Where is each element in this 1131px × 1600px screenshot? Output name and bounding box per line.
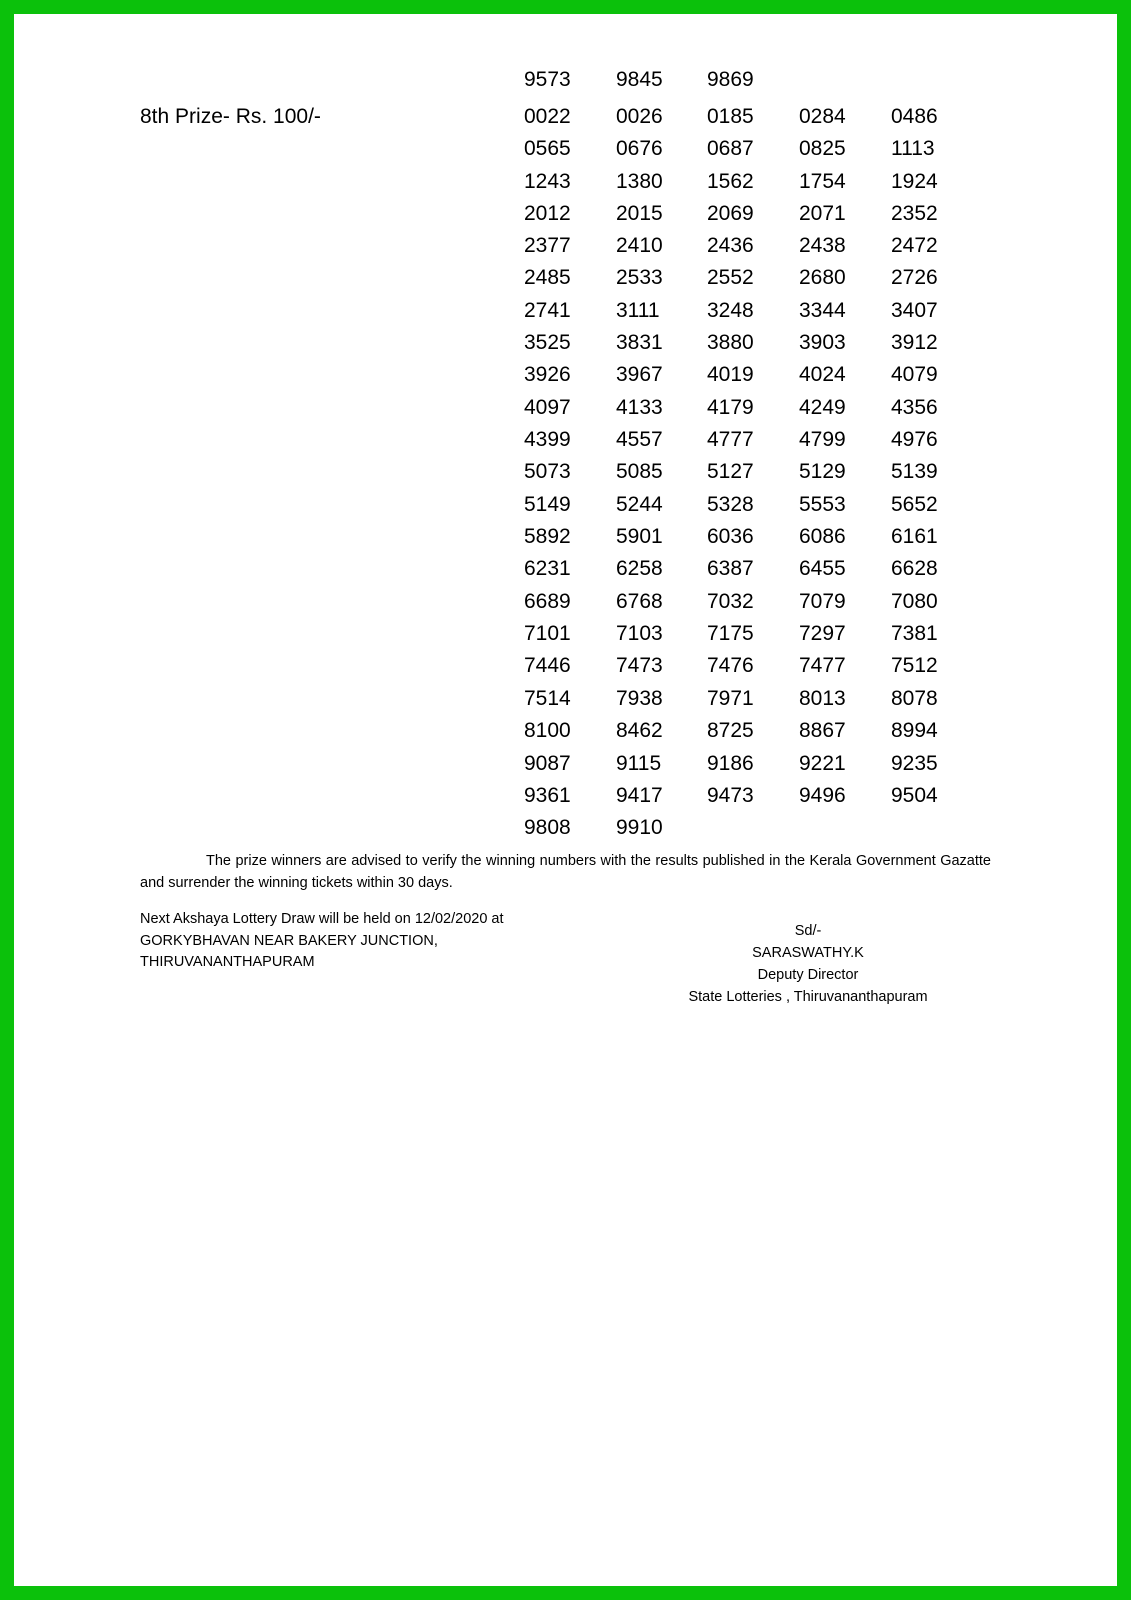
ticket-number: 9910 [616,816,663,839]
ticket-row [0,359,1131,391]
ticket-number: 7297 [799,622,846,645]
ticket-number: 0185 [707,105,754,128]
ticket-number: 2069 [707,202,754,225]
prize-title: 8th Prize- Rs. 100/- [140,105,321,128]
ticket-number: 3248 [707,299,754,322]
ticket-number: 5892 [524,525,571,548]
ticket-number: 5085 [616,460,663,483]
ticket-number: 2410 [616,234,663,257]
ticket-number: 8100 [524,719,571,742]
ticket-number: 4179 [707,396,754,419]
ticket-number: 2352 [891,202,938,225]
ticket-number: 8078 [891,687,938,710]
ticket-number: 3912 [891,331,938,354]
ticket-number: 5328 [707,493,754,516]
ticket-number: 4133 [616,396,663,419]
ticket-number: 4356 [891,396,938,419]
signature-sd: Sd/- [794,923,822,939]
ticket-number: 6387 [707,557,754,580]
ticket-number: 1243 [524,170,571,193]
ticket-row [0,230,1131,262]
ticket-number: 5901 [616,525,663,548]
ticket-number: 0486 [891,105,938,128]
ticket-number: 2552 [707,266,754,289]
ticket-number: 9221 [799,752,846,775]
ticket-number: 3344 [799,299,846,322]
ticket-row [0,295,1131,327]
signatory-name: SARASWATHY.K [752,945,864,961]
ticket-row [0,133,1131,165]
ticket-number: 2680 [799,266,846,289]
ticket-number: 9235 [891,752,938,775]
ticket-number: 2071 [799,202,846,225]
ticket-number: 6258 [616,557,663,580]
ticket-number: 7079 [799,590,846,613]
next-draw-city: THIRUVANANTHAPURAM [140,954,315,970]
ticket-row [0,489,1131,521]
ticket-number: 1380 [616,170,663,193]
ticket-number: 1754 [799,170,846,193]
ticket-number: 9504 [891,784,938,807]
ticket-number: 5139 [891,460,938,483]
ticket-number: 5129 [799,460,846,483]
ticket-number: 9087 [524,752,571,775]
ticket-number: 3831 [616,331,663,354]
ticket-number: 6036 [707,525,754,548]
ticket-number: 9845 [616,68,663,91]
ticket-number: 0825 [799,137,846,160]
ticket-number: 7477 [799,654,846,677]
ticket-row [0,456,1131,488]
ticket-number: 6768 [616,590,663,613]
ticket-number: 9115 [616,752,662,775]
ticket-row [0,198,1131,230]
ticket-number: 2012 [524,202,571,225]
ticket-number: 4557 [616,428,663,451]
ticket-number: 5149 [524,493,571,516]
ticket-row [0,586,1131,618]
ticket-number: 4024 [799,363,846,386]
ticket-number: 6231 [524,557,571,580]
ticket-number: 2436 [707,234,754,257]
ticket-number: 0026 [616,105,663,128]
ticket-row [0,101,1131,133]
signature-block [640,920,976,1008]
ticket-number: 6086 [799,525,846,548]
ticket-number: 7938 [616,687,663,710]
ticket-number: 7103 [616,622,663,645]
next-draw-venue: GORKYBHAVAN NEAR BAKERY JUNCTION, [140,932,438,949]
ticket-number: 9808 [524,816,571,839]
ticket-number: 0676 [616,137,663,160]
ticket-number: 0284 [799,105,846,128]
ticket-row [0,262,1131,294]
ticket-number: 0687 [707,137,754,160]
ticket-number: 3880 [707,331,754,354]
signatory-office: State Lotteries , Thiruvananthapuram [688,989,928,1005]
ticket-number: 5244 [616,493,663,516]
ticket-number: 9417 [616,784,663,807]
ticket-number: 8013 [799,687,846,710]
ticket-number: 4976 [891,428,938,451]
ticket-number: 3525 [524,331,571,354]
ticket-row [0,780,1131,812]
ticket-number: 2377 [524,234,571,257]
ticket-number: 8994 [891,719,938,742]
ticket-number: 2741 [524,299,571,322]
ticket-number: 9186 [707,752,754,775]
ticket-number: 7514 [524,687,571,710]
ticket-number: 6689 [524,590,571,613]
ticket-number: 7032 [707,590,754,613]
next-draw-info [140,909,570,974]
ticket-number: 2015 [616,202,663,225]
ticket-row [0,812,1131,844]
ticket-number: 2485 [524,266,571,289]
ticket-row [0,618,1131,650]
ticket-number: 0565 [524,137,571,160]
ticket-number: 7381 [891,622,938,645]
ticket-number: 3111 [616,299,660,322]
previous-prize-row [0,64,1131,96]
ticket-row [0,553,1131,585]
ticket-number: 6161 [891,525,938,548]
ticket-number: 2726 [891,266,938,289]
ticket-number: 5553 [799,493,846,516]
ticket-row [0,650,1131,682]
ticket-number: 4249 [799,396,846,419]
ticket-row [0,392,1131,424]
ticket-number: 1562 [707,170,754,193]
ticket-number: 8462 [616,719,663,742]
ticket-number: 9361 [524,784,571,807]
winners-advice-note: The prize winners are advised to verify the winning numbers with the results published in the Kerala Government Gazatte and surrender the winning tickets within 30 days. [140,853,991,891]
ticket-row [0,521,1131,553]
signatory-designation: Deputy Director [757,967,859,983]
ticket-number: 7080 [891,590,938,613]
ticket-number: 7476 [707,654,754,677]
ticket-number: 4799 [799,428,846,451]
ticket-number: 3407 [891,299,938,322]
ticket-number: 7473 [616,654,663,677]
ticket-number: 8867 [799,719,846,742]
ticket-number: 9573 [524,68,571,91]
ticket-number: 1924 [891,170,938,193]
ticket-number: 6455 [799,557,846,580]
ticket-number: 9496 [799,784,846,807]
ticket-number: 7971 [707,687,754,710]
ticket-number: 3903 [799,331,846,354]
ticket-row [0,683,1131,715]
ticket-number: 5652 [891,493,938,516]
ticket-number: 2533 [616,266,663,289]
ticket-row [0,327,1131,359]
ticket-number: 1113 [891,137,935,160]
ticket-number: 4399 [524,428,571,451]
ticket-row [0,424,1131,456]
ticket-number: 3926 [524,363,571,386]
ticket-number: 0022 [524,105,571,128]
ticket-number: 7446 [524,654,571,677]
ticket-number: 4019 [707,363,754,386]
ticket-row [0,715,1131,747]
ticket-number: 8725 [707,719,754,742]
next-draw-line: Next Akshaya Lottery Draw will be held on 12/02/2020 at [140,911,504,927]
ticket-number: 4777 [707,428,754,451]
ticket-number: 6628 [891,557,938,580]
ticket-number: 2472 [891,234,938,257]
ticket-row [0,166,1131,198]
ticket-number: 3967 [616,363,663,386]
ticket-number: 7175 [707,622,754,645]
ticket-number: 5073 [524,460,571,483]
ticket-number: 5127 [707,460,754,483]
ticket-number: 2438 [799,234,846,257]
ticket-number: 4097 [524,396,571,419]
ticket-number: 9473 [707,784,754,807]
ticket-number: 7512 [891,654,938,677]
ticket-number: 7101 [524,622,571,645]
ticket-number: 9869 [707,68,754,91]
ticket-number: 4079 [891,363,938,386]
ticket-row [0,748,1131,780]
